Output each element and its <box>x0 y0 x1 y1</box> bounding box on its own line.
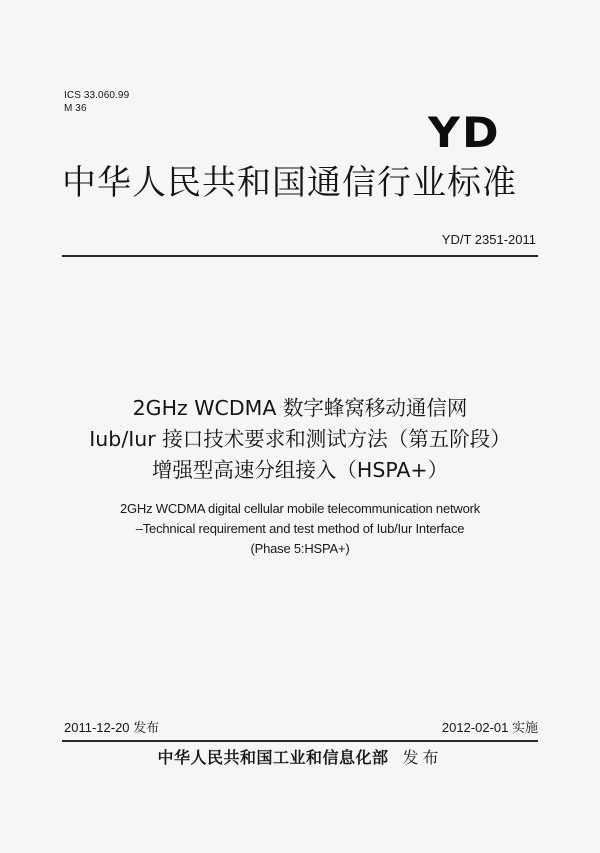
top-divider <box>62 255 538 257</box>
chinese-title-line-3: 增强型高速分组接入（HSPA+） <box>151 458 449 482</box>
issuing-authority <box>0 747 600 769</box>
standard-category-title: 中华人民共和国通信行业标准 <box>62 163 517 203</box>
ics-code: ICS 33.060.99 <box>64 90 130 101</box>
class-code: M 36 <box>64 103 87 114</box>
chinese-title <box>0 393 600 486</box>
chinese-title-line-1: 2GHz WCDMA 数字蜂窝移动通信网 <box>132 396 468 420</box>
chinese-title-line-2: Iub/Iur 接口技术要求和测试方法（第五阶段） <box>89 427 511 451</box>
yd-logo: YD <box>428 108 501 157</box>
bottom-divider <box>62 740 538 742</box>
issuer-name: 中华人民共和国工业和信息化部 <box>157 748 389 767</box>
english-title-line-2: –Technical requirement and test method of Iub/Iur Interface <box>135 521 465 536</box>
english-title-line-1: 2GHz WCDMA digital cellular mobile telecommunication network <box>119 501 481 516</box>
classification-block <box>64 89 129 115</box>
issuer-suffix: 发布 <box>402 748 443 767</box>
standard-number: YD/T 2351-2011 <box>441 232 536 247</box>
english-title <box>0 499 600 559</box>
implementation-date: 2012-02-01 实施 <box>441 720 538 735</box>
publish-date: 2011-12-20 发布 <box>64 720 160 735</box>
english-title-line-3: (Phase 5:HSPA+) <box>250 541 350 556</box>
